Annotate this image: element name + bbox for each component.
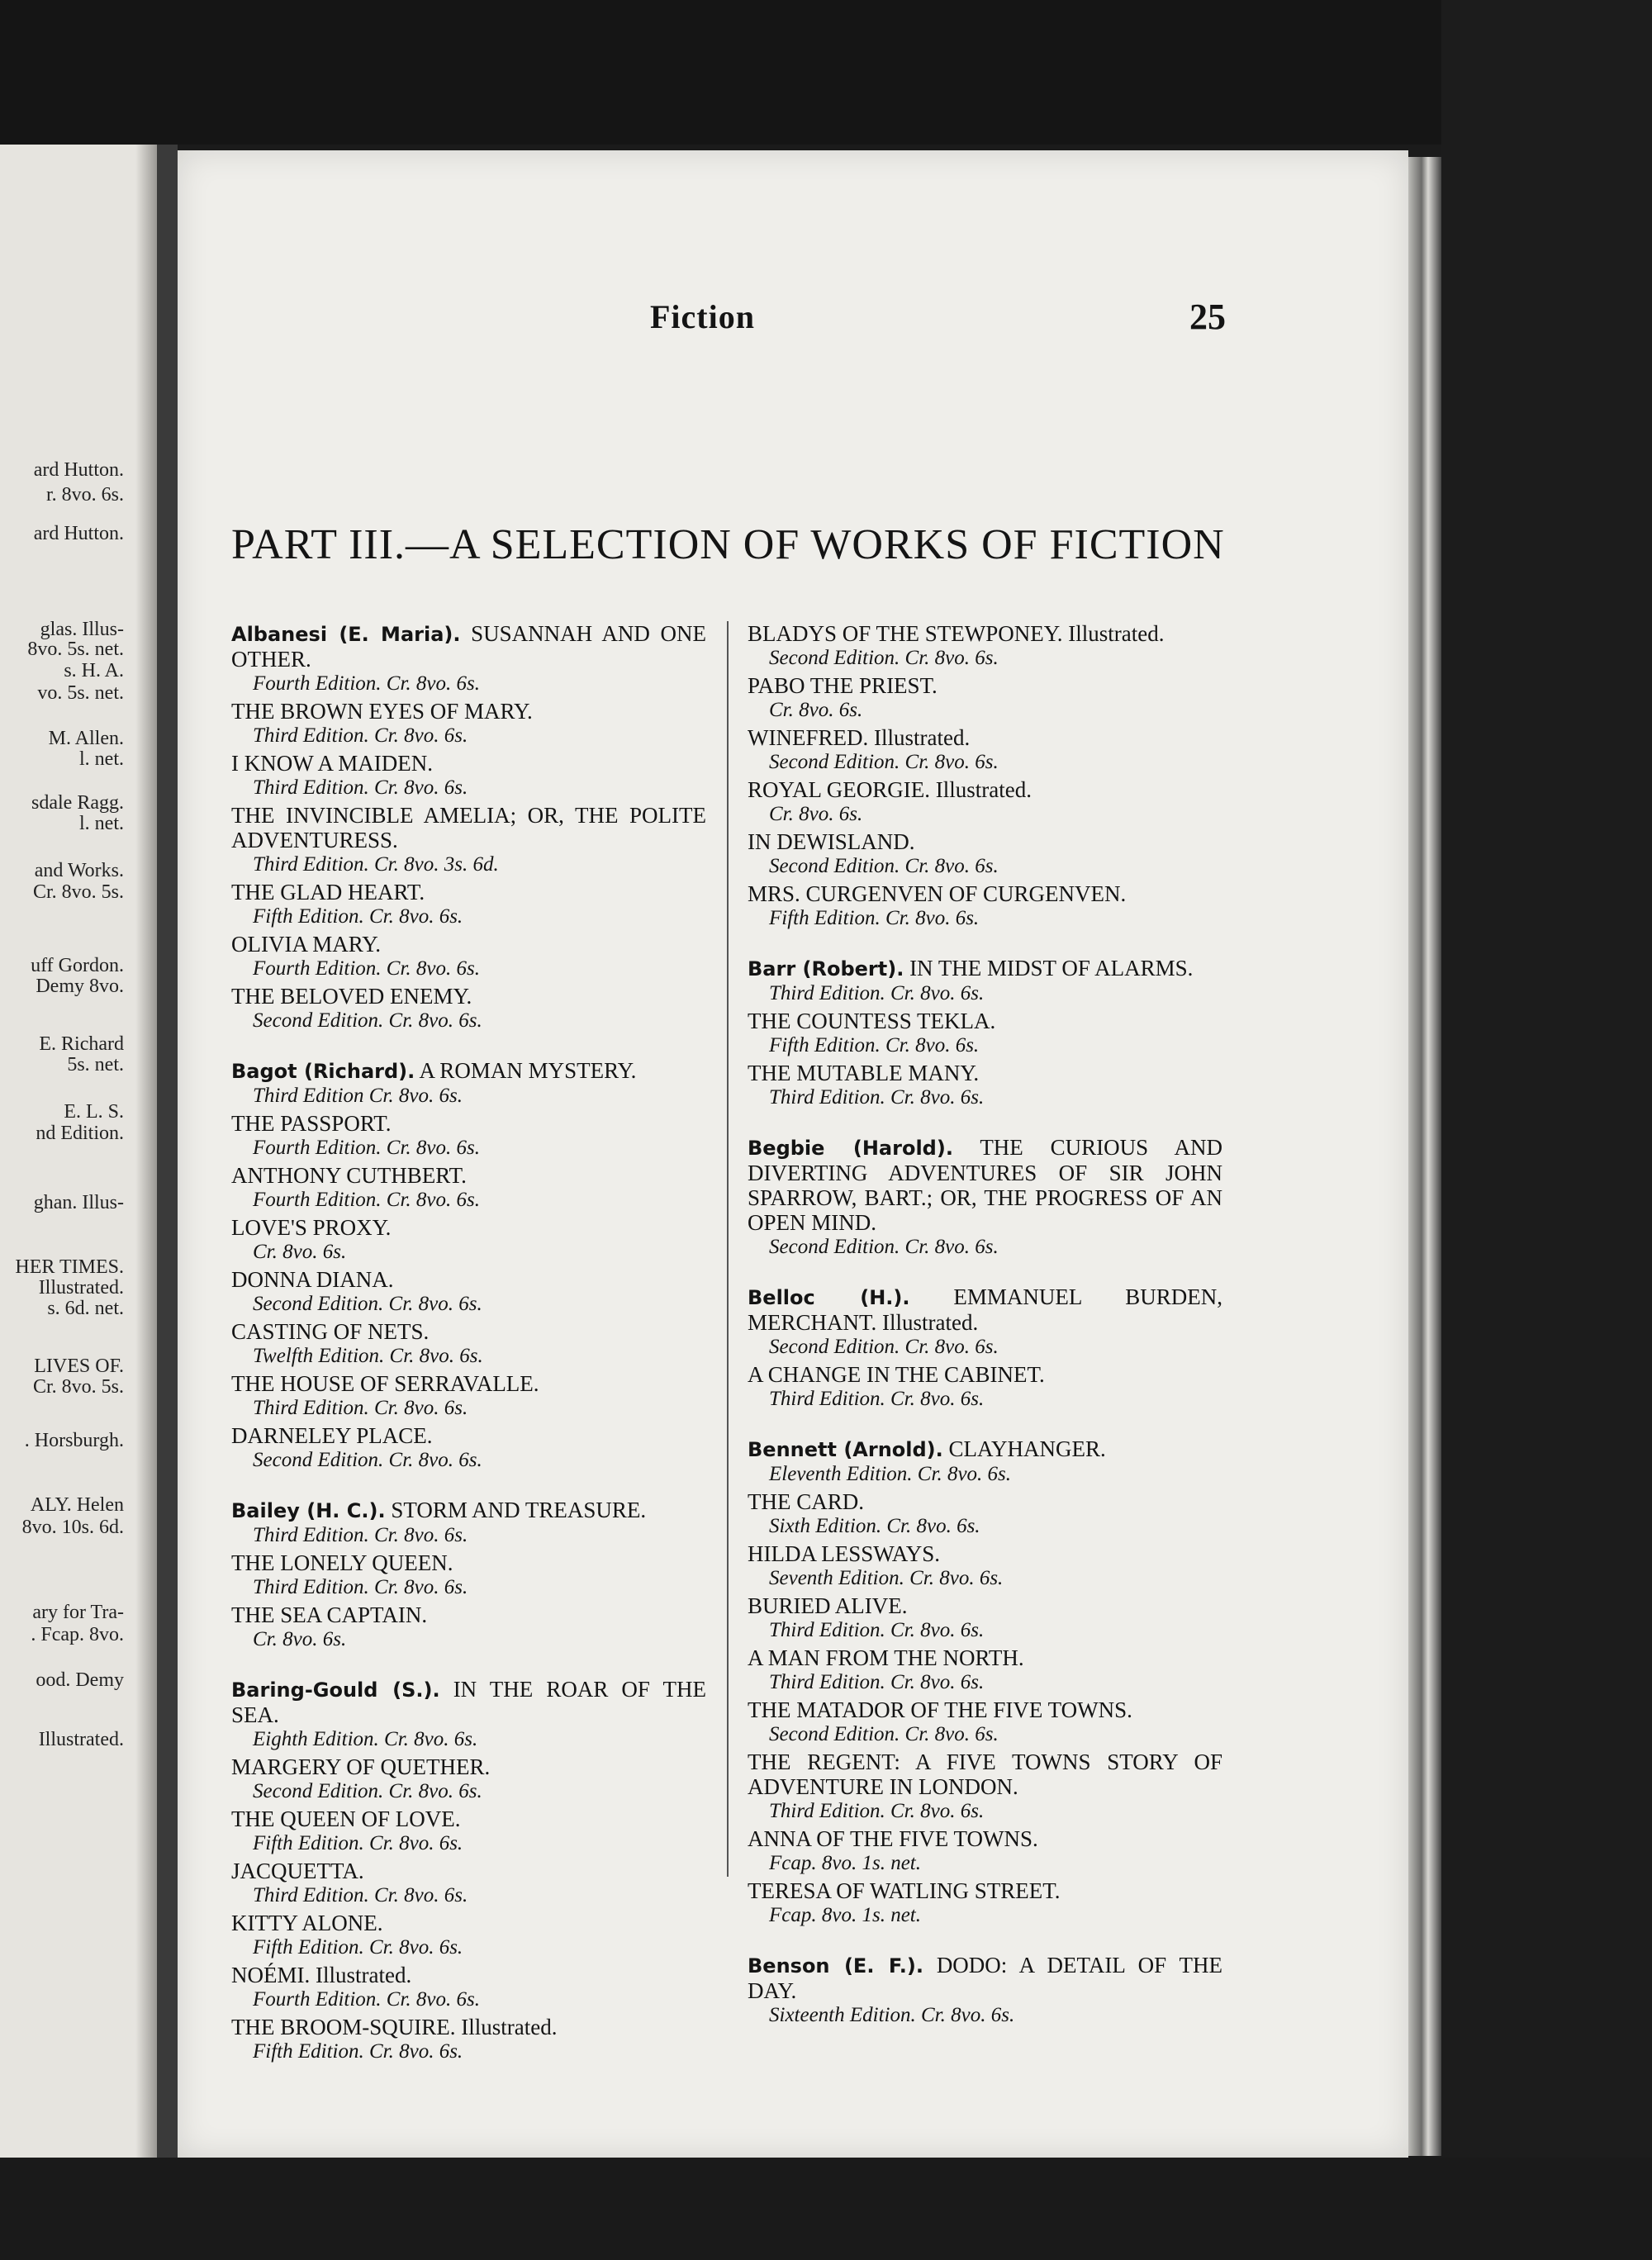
book-spine [157,145,178,2160]
edition-details: Fifth Edition. Cr. 8vo. 6s. [253,2040,463,2063]
book-title: MRS. CURGENVEN OF CURGENVEN. [748,881,1127,906]
edition-details: Second Edition. Cr. 8vo. 6s. [253,1009,482,1032]
book-title: JACQUETTA. [231,1859,364,1883]
book-title: DONNA DIANA. [231,1267,394,1292]
book-entry [231,751,706,800]
edition-details: Fifth Edition. Cr. 8vo. 6s. [253,1936,463,1959]
edition-details: Third Edition. Cr. 8vo. 6s. [253,1884,468,1906]
book-entry [748,1878,1222,1928]
margin-fragment: HER TIMES. [15,1256,124,1278]
book-entry [748,777,1222,827]
book-entry [748,881,1222,931]
book-title: THE HOUSE OF SERRAVALLE. [231,1371,539,1396]
page-number: 25 [1189,297,1226,337]
edition-details: Fifth Edition. Cr. 8vo. 6s. [769,1034,980,1056]
edition-details: Third Edition Cr. 8vo. 6s. [253,1085,463,1107]
edition-details: Third Edition. Cr. 8vo. 6s. [253,1397,468,1419]
book-entry [231,1807,706,1856]
book-entry [748,1826,1222,1876]
edition-details: Third Edition. Cr. 8vo. 6s. [769,982,985,1004]
margin-fragment: . Fcap. 8vo. [31,1624,124,1645]
right-column [748,621,1222,2030]
book-entry [231,984,706,1033]
margin-fragment: Illustrated. [38,1277,124,1299]
book-entry [231,1550,706,1600]
page-edge [1408,157,1441,2156]
margin-fragment: Cr. 8vo. 5s. [32,1376,124,1398]
margin-fragment: r. 8vo. 6s. [45,484,124,506]
edition-details: Second Edition. Cr. 8vo. 6s. [769,1723,999,1745]
book-entry [231,1215,706,1265]
left-column [231,621,706,2067]
book-entry [231,1267,706,1317]
film-border-bottom [0,2158,1652,2260]
margin-fragment: ghan. Illus- [33,1192,124,1213]
book-title: THE GLAD HEART. [231,880,425,904]
margin-fragment: ALY. Helen [30,1494,124,1516]
book-entry [748,673,1222,723]
edition-details: Seventh Edition. Cr. 8vo. 6s. [769,1567,1004,1589]
margin-fragment: ood. Demy [36,1669,124,1691]
edition-details: Second Edition. Cr. 8vo. 6s. [769,647,999,669]
book-title: STORM AND TREASURE. [391,1498,647,1522]
author-name: Belloc (H.). [748,1286,910,1309]
edition-details: Fifth Edition. Cr. 8vo. 6s. [253,1832,463,1854]
margin-fragment: s. H. A. [64,660,124,681]
edition-details: Eighth Edition. Cr. 8vo. 6s. [253,1728,478,1750]
edition-details: Eleventh Edition. Cr. 8vo. 6s. [769,1463,1012,1485]
book-title: IN THE ROAR OF THE SEA. [231,1677,707,1727]
book-title: ANTHONY CUTHBERT. [231,1163,467,1188]
book-entry [748,1697,1222,1747]
book-title: TERESA OF WATLING STREET. [748,1878,1061,1903]
book-entry [748,1009,1222,1058]
margin-fragment: sdale Ragg. [31,792,124,814]
edition-details: Third Edition. Cr. 8vo. 6s. [769,1619,985,1641]
book-title: CLAYHANGER. [948,1436,1106,1461]
book-title: DODO: A DETAIL OF THE DAY. [748,1953,1223,2003]
author-name: Albanesi (E. Maria). [231,623,461,646]
edition-details: Third Edition. Cr. 8vo. 6s. [769,1800,985,1822]
book-title: KITTY ALONE. [231,1911,383,1935]
part-title: PART III.—A SELECTION OF WORKS OF FICTION [231,521,1225,568]
author-name: Begbie (Harold). [748,1137,953,1160]
author-name: Benson (E. F.). [748,1954,923,1978]
book-title: OLIVIA MARY. [231,932,382,957]
book-entry [231,1111,706,1161]
book-entry [748,1645,1222,1695]
book-title: THE BROOM-SQUIRE. Illustrated. [231,2015,558,2039]
edition-details: Second Edition. Cr. 8vo. 6s. [769,1336,999,1358]
book-entry [231,1859,706,1908]
edition-details: Third Edition. Cr. 8vo. 6s. [769,1388,985,1410]
book-entry [231,1498,706,1548]
edition-details: Cr. 8vo. 6s. [769,699,863,721]
book-title: DARNELEY PLACE. [231,1423,433,1448]
book-entry [748,1541,1222,1591]
book-entry [231,1319,706,1369]
book-title: THE MUTABLE MANY. [748,1061,980,1085]
book-title: BURIED ALIVE. [748,1593,908,1618]
author-name: Baring-Gould (S.). [231,1678,440,1702]
book-entry [231,1911,706,1960]
margin-fragment: glas. Illus- [40,619,124,640]
running-head: Fiction [650,298,755,335]
book-title: CASTING OF NETS. [231,1319,430,1344]
edition-details: Fcap. 8vo. 1s. net. [769,1904,921,1926]
edition-details: Third Edition. Cr. 8vo. 6s. [769,1671,985,1693]
book-entry [748,1953,1222,2028]
edition-details: Third Edition. Cr. 8vo. 6s. [253,724,468,747]
book-entry [231,880,706,929]
book-title: THE BELOVED ENEMY. [231,984,472,1009]
author-name: Barr (Robert). [748,957,904,980]
margin-fragment: l. net. [79,748,124,770]
margin-fragment: ary for Tra- [32,1602,124,1623]
book-title: PABO THE PRIEST. [748,673,938,698]
edition-details: Second Edition. Cr. 8vo. 6s. [769,855,999,877]
margin-fragment: LIVES OF. [34,1356,124,1377]
edition-details: Third Edition. Cr. 8vo. 6s. [253,1576,468,1598]
book-title: LOVE'S PROXY. [231,1215,392,1240]
book-title: MARGERY OF QUETHER. [231,1754,491,1779]
margin-fragment: 5s. net. [67,1054,124,1075]
book-title: HILDA LESSWAYS. [748,1541,941,1566]
book-title: THE BROWN EYES OF MARY. [231,699,533,724]
book-entry [748,1593,1222,1643]
book-title: THE COUNTESS TEKLA. [748,1009,996,1033]
margin-fragment: Illustrated. [38,1729,124,1750]
book-entry [748,1489,1222,1539]
margin-fragment: . Horsburgh. [24,1430,124,1451]
book-title: THE QUEEN OF LOVE. [231,1807,461,1831]
edition-details: Third Edition. Cr. 8vo. 6s. [769,1086,985,1109]
book-entry [231,621,706,696]
margin-fragment: s. 6d. net. [47,1298,124,1319]
book-entry [748,1284,1222,1360]
book-title: THE SEA CAPTAIN. [231,1602,428,1627]
book-entry [231,1602,706,1652]
book-entry [231,1963,706,2012]
book-title: THE INVINCIBLE AMELIA; OR, THE POLITE ADVENTURESS. [231,803,706,852]
edition-details: Twelfth Edition. Cr. 8vo. 6s. [253,1345,483,1367]
book-title: A ROMAN MYSTERY. [419,1058,637,1083]
margin-fragment: and Works. [34,860,124,881]
edition-details: Second Edition. Cr. 8vo. 6s. [769,751,999,773]
book-title: THE MATADOR OF THE FIVE TOWNS. [748,1697,1132,1722]
book-entry [231,1754,706,1804]
edition-details: Third Edition. Cr. 8vo. 6s. [253,1524,468,1546]
book-title: NOÉMI. Illustrated. [231,1963,412,1987]
margin-fragment: ard Hutton. [33,523,124,544]
edition-details: Fcap. 8vo. 1s. net. [769,1852,921,1874]
film-border-top [0,0,1652,145]
edition-details: Cr. 8vo. 6s. [769,803,863,825]
book-entry [231,1163,706,1213]
book-title: SUSANNAH AND ONE OTHER. [231,621,706,672]
edition-details: Second Edition. Cr. 8vo. 6s. [769,1236,999,1258]
edition-details: Second Edition. Cr. 8vo. 6s. [253,1449,482,1471]
edition-details: Second Edition. Cr. 8vo. 6s. [253,1293,482,1315]
author-name: Bennett (Arnold). [748,1438,943,1461]
margin-fragment: Cr. 8vo. 5s. [32,881,124,903]
book-title: EMMANUEL BURDEN, MERCHANT. Illustrated. [748,1284,1222,1335]
edition-details: Sixteenth Edition. Cr. 8vo. 6s. [769,2004,1015,2026]
author-name: Bailey (H. C.). [231,1499,386,1522]
book-title: IN DEWISLAND. [748,829,915,854]
book-title: I KNOW A MAIDEN. [231,751,433,776]
gutter-shadow [135,145,157,2160]
edition-details: Fourth Edition. Cr. 8vo. 6s. [253,1137,481,1159]
edition-details: Second Edition. Cr. 8vo. 6s. [253,1780,482,1802]
book-entry [748,621,1222,671]
margin-fragment: Demy 8vo. [36,976,124,997]
edition-details: Fourth Edition. Cr. 8vo. 6s. [253,672,481,695]
edition-details: Fourth Edition. Cr. 8vo. 6s. [253,957,481,980]
book-title: ANNA OF THE FIVE TOWNS. [748,1826,1038,1851]
book-entry [231,1058,706,1109]
margin-fragment: vo. 5s. net. [37,682,124,704]
book-entry [231,803,706,877]
edition-details: Fourth Edition. Cr. 8vo. 6s. [253,1988,481,2011]
book-title: IN THE MIDST OF ALARMS. [909,956,1194,980]
edition-details: Third Edition. Cr. 8vo. 6s. [253,776,468,799]
author-name: Bagot (Richard). [231,1060,415,1083]
book-entry [748,725,1222,775]
book-title: THE PASSPORT. [231,1111,392,1136]
facing-page-fragment [0,145,157,2160]
margin-fragment: E. L. S. [64,1101,124,1123]
margin-fragment: 8vo. 10s. 6d. [21,1517,124,1538]
column-rule [727,621,729,1877]
book-title: THE REGENT: A FIVE TOWNS STORY OF ADVENTURE IN LONDON. [748,1750,1222,1799]
edition-details: Fourth Edition. Cr. 8vo. 6s. [253,1189,481,1211]
book-title: THE LONELY QUEEN. [231,1550,453,1575]
film-border-right [1441,0,1652,2260]
book-entry [748,956,1222,1006]
book-title: BLADYS OF THE STEWPONEY. Illustrated. [748,621,1165,646]
book-title: THE CURIOUS AND DIVERTING ADVENTURES OF SIR JOHN SPARROW, BART.; OR, THE PROGRESS OF AN OPEN MIND. [748,1135,1223,1235]
book-title: WINEFRED. Illustrated. [748,725,971,750]
book-entry [748,1436,1222,1487]
margin-fragment: M. Allen. [48,728,124,749]
edition-details: Third Edition. Cr. 8vo. 3s. 6d. [253,853,499,876]
book-entry [748,1135,1222,1260]
edition-details: Sixth Edition. Cr. 8vo. 6s. [769,1515,980,1537]
book-title: THE CARD. [748,1489,864,1514]
book-entry [231,699,706,748]
book-entry [231,932,706,981]
book-title: A CHANGE IN THE CABINET. [748,1362,1045,1387]
book-entry [231,2015,706,2064]
edition-details: Cr. 8vo. 6s. [253,1628,347,1650]
edition-details: Fifth Edition. Cr. 8vo. 6s. [253,905,463,928]
margin-fragment: 8vo. 5s. net. [27,639,124,660]
margin-fragment: nd Edition. [36,1123,124,1144]
book-entry [231,1423,706,1473]
book-entry [231,1677,706,1752]
book-entry [748,1362,1222,1412]
edition-details: Fifth Edition. Cr. 8vo. 6s. [769,907,980,929]
margin-fragment: ard Hutton. [33,459,124,481]
book-entry [748,1061,1222,1110]
book-entry [748,1750,1222,1824]
edition-details: Cr. 8vo. 6s. [253,1241,347,1263]
margin-fragment: E. Richard [39,1033,124,1055]
book-entry [231,1371,706,1421]
margin-fragment: uff Gordon. [31,955,124,976]
book-title: ROYAL GEORGIE. Illustrated. [748,777,1032,802]
book-title: A MAN FROM THE NORTH. [748,1645,1024,1670]
book-entry [748,829,1222,879]
margin-fragment: l. net. [79,813,124,834]
